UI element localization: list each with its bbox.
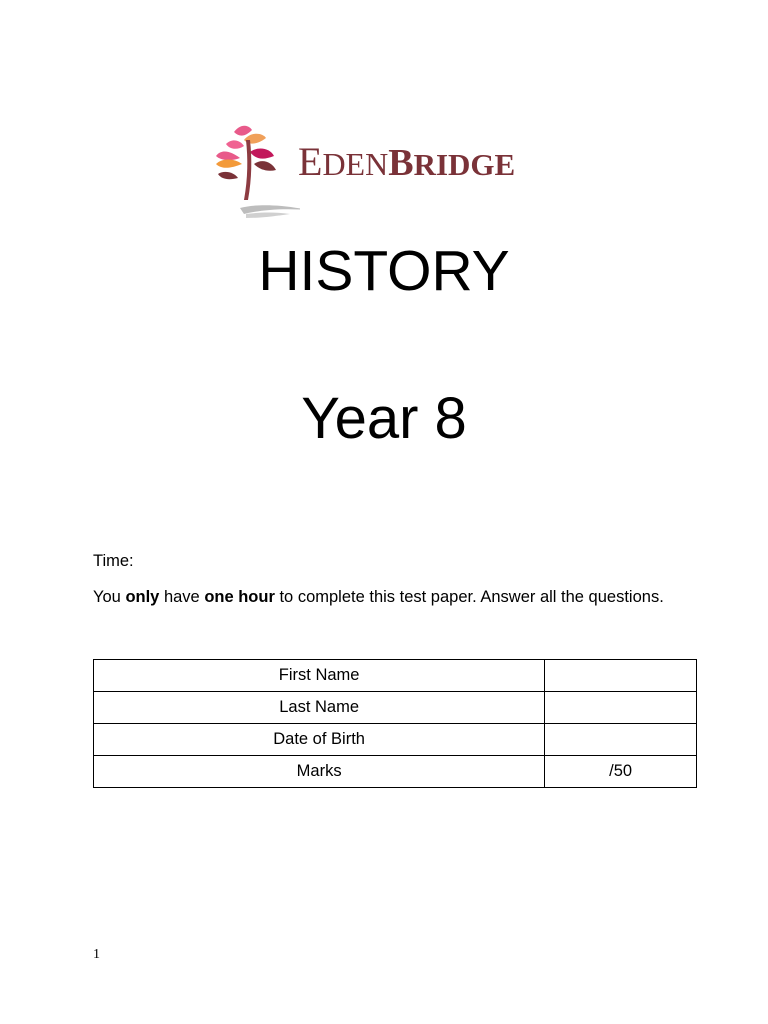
document-title: HISTORY (258, 239, 510, 303)
date-of-birth-field[interactable] (545, 724, 697, 756)
student-info-table (93, 659, 697, 788)
edenbridge-logo (210, 118, 560, 224)
table-row (94, 660, 697, 692)
page-number: 1 (93, 947, 100, 962)
instructions-paragraph (93, 588, 674, 607)
marks-label: Marks (94, 756, 545, 788)
logo-wordmark (298, 139, 516, 184)
instructions-text-2: have (159, 588, 205, 606)
logo-word1-initial: E (298, 139, 323, 184)
last-name-label: Last Name (94, 692, 545, 724)
logo-word2-initial: B (388, 142, 414, 184)
first-name-label: First Name (94, 660, 545, 692)
logo-word2-rest: RIDGE (413, 147, 516, 182)
instructions-bold-2: one hour (204, 588, 275, 606)
first-name-field[interactable] (545, 660, 697, 692)
document-subtitle: Year 8 (301, 386, 467, 451)
marks-field[interactable]: /50 (545, 756, 697, 788)
date-of-birth-label: Date of Birth (94, 724, 545, 756)
last-name-field[interactable] (545, 692, 697, 724)
table-row (94, 724, 697, 756)
table-row (94, 756, 697, 788)
logo-word1-rest: DEN (322, 146, 389, 182)
time-label: Time: (93, 552, 134, 570)
instructions-text-1: You (93, 588, 126, 606)
tree-logo-icon (210, 118, 300, 224)
table-row (94, 692, 697, 724)
instructions-text-3: to complete this test paper. Answer all the questions. (274, 588, 664, 606)
instructions-bold-1: only (125, 588, 160, 606)
